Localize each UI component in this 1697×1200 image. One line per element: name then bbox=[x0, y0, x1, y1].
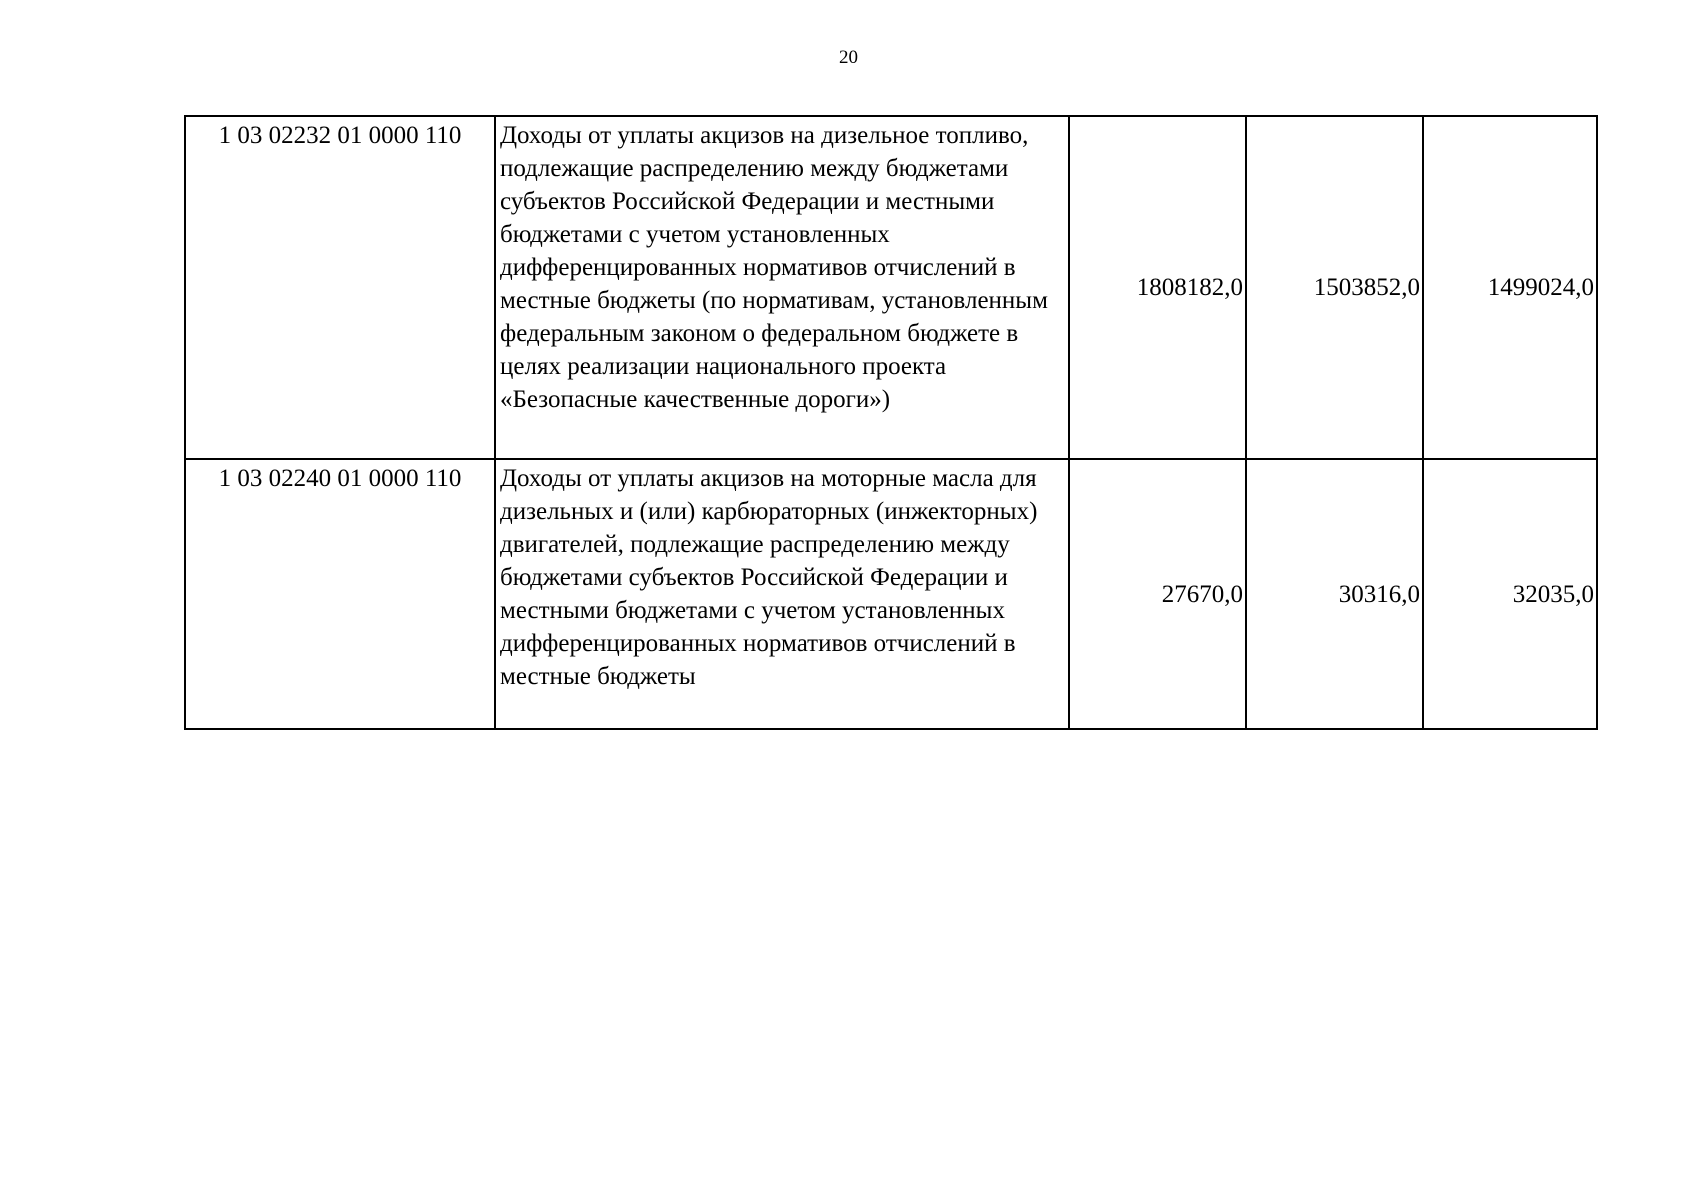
table-row bbox=[185, 116, 1597, 459]
amount-year-3-cell: 32035,0 bbox=[1423, 459, 1597, 729]
budget-code-cell: 1 03 02240 01 0000 110 bbox=[185, 459, 495, 729]
amount-year-1-cell: 27670,0 bbox=[1069, 459, 1246, 729]
page-number: 20 bbox=[839, 47, 858, 68]
table-row bbox=[185, 459, 1597, 729]
income-description-cell: Доходы от уплаты акцизов на моторные масла для дизельных и (или) карбюраторных (инжекторных) двигателей, подлежащие распределению между бюджетами субъектов Российской Федерации и местными бюджетами с учетом установленных дифференцированных нормативов отчислений в местные бюджеты bbox=[495, 459, 1069, 729]
amount-year-2-cell: 30316,0 bbox=[1246, 459, 1423, 729]
budget-code-cell: 1 03 02232 01 0000 110 bbox=[185, 116, 495, 459]
revenue-table bbox=[184, 115, 1598, 730]
income-description-cell: Доходы от уплаты акцизов на дизельное топливо, подлежащие распределению между бюджетами субъектов Российской Федерации и местными бюджетами с учетом установленных дифференцированных нормативов отчислений в местные бюджеты (по нормативам, установленным федеральным законом о федеральном бюджете в целях реализации национального проекта «Безопасные качественные дороги») bbox=[495, 116, 1069, 459]
amount-year-2-cell: 1503852,0 bbox=[1246, 116, 1423, 459]
amount-year-1-cell: 1808182,0 bbox=[1069, 116, 1246, 459]
amount-year-3-cell: 1499024,0 bbox=[1423, 116, 1597, 459]
